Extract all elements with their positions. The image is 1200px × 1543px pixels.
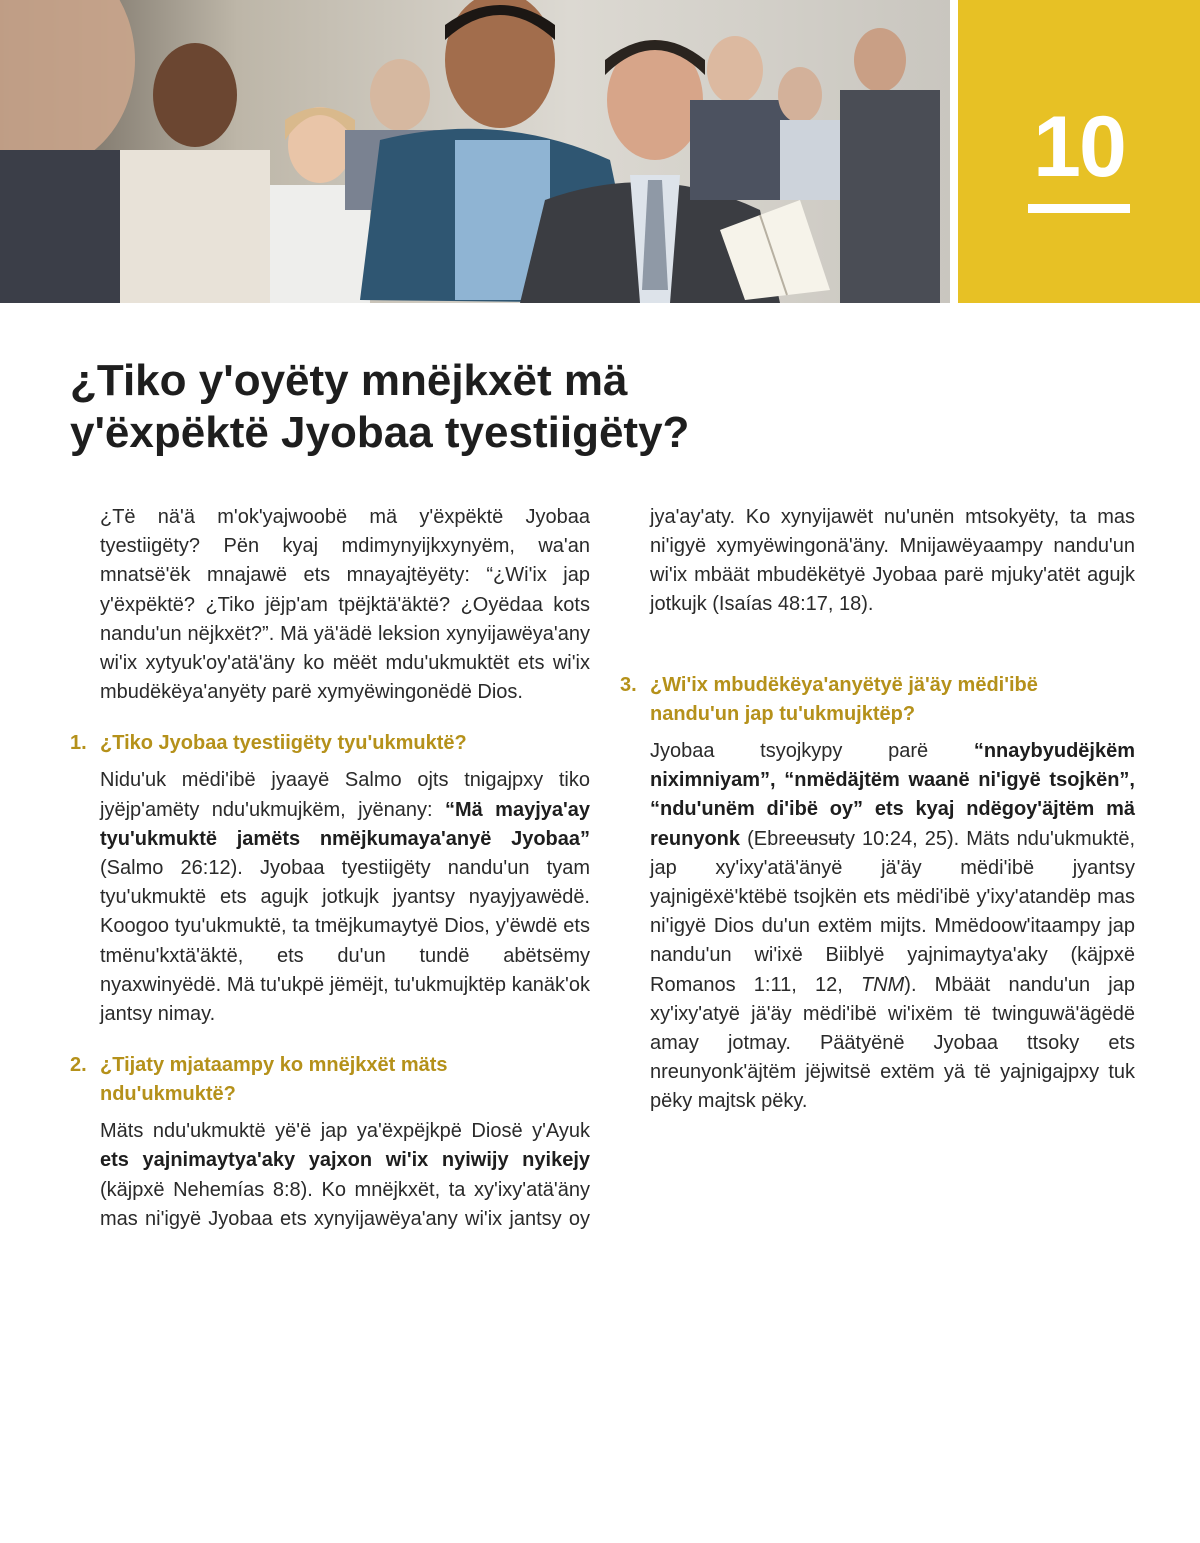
congregation-photo-illustration (0, 0, 950, 303)
section-3-question-line-2: nandu'un jap tu'ukmujktëp? (650, 703, 916, 725)
lesson-number-badge (958, 0, 1200, 303)
section-1-text-bold: “Mä mayjya'ay tyu'ukmuktë jamëts nmëjkumaya'anyë Jyobaa” (100, 798, 590, 850)
section-3-text-italic: TNM (860, 973, 905, 996)
section-2-text-c: (käjpxë Nehemías 8:8). Ko mnëjkxët, ta xy'ixy'atä'äny mas ni'igyë Jyobaa ets xynyijawëya'any wi'ix jantsy oy (100, 1178, 590, 1230)
lesson-title-line-2: y'ëxpëktë Jyobaa tyestiigëty? (70, 408, 690, 457)
section-3-text-c: (Ebreeʉsʉty 10:24, 25). Mäts ndu'ukmuktë, jap xy'ixy'atä'änyë jä'äy mëdi'ibë jyantsy yajnigëxë'ktëbë tsojkën ets mëdi'ibë y'ixy'atandëp mas ni'igyë Dios du'un extëm mijts. Mmëdoow'itaampy jap nandu'un wi'ixë Biiblyë yajnimaytya'aky (käjpxë Romanos 1:11, 12, (650, 827, 1135, 996)
section-2-number: 2. (70, 1054, 87, 1077)
section-1-number: 1. (70, 732, 87, 755)
intro-paragraph: ¿Të nä'ä m'ok'yajwoobë mä y'ëxpëktë Jyobaa tyestiigëty? Pën kyaj mdimynyijkxynyëm, wa'an mnatsë'ëk mnajawë ets mnayajtëyëty: “¿Wi'ix jap y'ëxpëktë? ¿Tiko jëjp'am tpëjktä'äktë? ¿Oyëdaa kots nandu'un nëjkxët?”. Mä yä'ädë leksion xynyijawëya'any wi'ix xytyuk'oy'atä'äny ko mëët mdu'ukmuktët ets wi'ix mbudëkëya'anyëty parë xymyëwingonëdë Dios. (100, 506, 590, 704)
lesson-number: 10 (1033, 99, 1125, 195)
section-1-text-c: (Salmo 26:12). Jyobaa tyestiigëty nandu'un tyam tyu'ukmuktë ets agujk jotkujk jyantsy nyayjyawëdë. Koogoo tyu'ukmuktë, ta tmëjkumaytyë Dios, y'ëwdë ets tmënu'kxtä'äktë, ets du'un tundë abëtsëmy nyaxwinyëdë. Mä tu'ukpë jëmëjt, tu'ukmujktëp kanäk'ok jantsy nimay. (100, 857, 590, 1026)
section-1-text-a: Nidu'uk mëdi'ibë jyaayë Salmo ojts tnigajpxy tiko jyëjp'amëty ndu'ukmujkëm, jyënany: (100, 769, 590, 821)
section-1-question-text: ¿Tiko Jyobaa tyestiigëty tyu'ukmuktë? (100, 732, 467, 755)
right-column (620, 503, 1135, 1117)
section-2-question-line-1: ¿Tijaty mjataampy ko mnëjkxët mäts (100, 1054, 448, 1077)
section-1-paragraph (70, 766, 590, 1029)
section-3-question (620, 671, 1135, 729)
section-1-question (70, 729, 590, 758)
lesson-title (70, 355, 1140, 459)
section-3-text-bold: “nnaybyudëjkëm niximniyam”, “nmëdäjtëm waanë ni'igyë tsojkën”, “ndu'unëm di'ibë oy” ets kyaj ndëgoy'äjtëm mä reunyonk (650, 740, 1135, 850)
section-2-question-line-2: ndu'ukmuktë? (100, 1083, 236, 1106)
section-3-paragraph (620, 737, 1135, 1117)
section-3-number: 3. (620, 674, 637, 696)
section-2-text-bold: ets yajnimaytya'aky yajxon wi'ix nyiwijy nyikejy (100, 1149, 590, 1172)
section-2-text-continued: jya'ay'aty. Ko xynyijawët nu'unën mtsokyëty, ta mas ni'igyë xymyëwingonä'äny. Mnijawëyaampy nandu'un wi'ix mbäät mbudëkëtyë Jyobaa parë mjuky'atët agujk jotkujk (Isaías 48:17, 18). (650, 505, 1135, 616)
lesson-title-line-1: ¿Tiko y'oyëty mnëjkxët mä (70, 356, 628, 405)
section-2-paragraph (70, 1117, 590, 1234)
left-column (70, 503, 590, 1234)
section-3-text-e: ). Mbäät nandu'un jap xy'ixy'atyë jä'äy mëdi'ibë wi'ixëm të twinguwä'ägëdë amay jotmay. Päätyënë Jyobaa ttsoky ets nreunyonk'äjtëm jëjwitsë extëm yä të yajnigajpxy tuk pëky majtsk pëky. (650, 973, 1135, 1113)
section-3-question-line-1: ¿Wi'ix mbudëkëya'anyëtyë jä'äy mëdi'ibë (650, 674, 1038, 696)
section-3-text-a: Jyobaa tsyojkypy parë (650, 740, 974, 762)
section-2-question (70, 1051, 590, 1109)
section-2-text-a: Mäts ndu'ukmuktë yë'ë jap ya'ëxpëjkpë Diosë y'Ayuk (100, 1120, 590, 1143)
lesson-number-underline (1028, 204, 1130, 213)
header-photo (0, 0, 950, 303)
section-2-paragraph-continued (620, 503, 1135, 649)
